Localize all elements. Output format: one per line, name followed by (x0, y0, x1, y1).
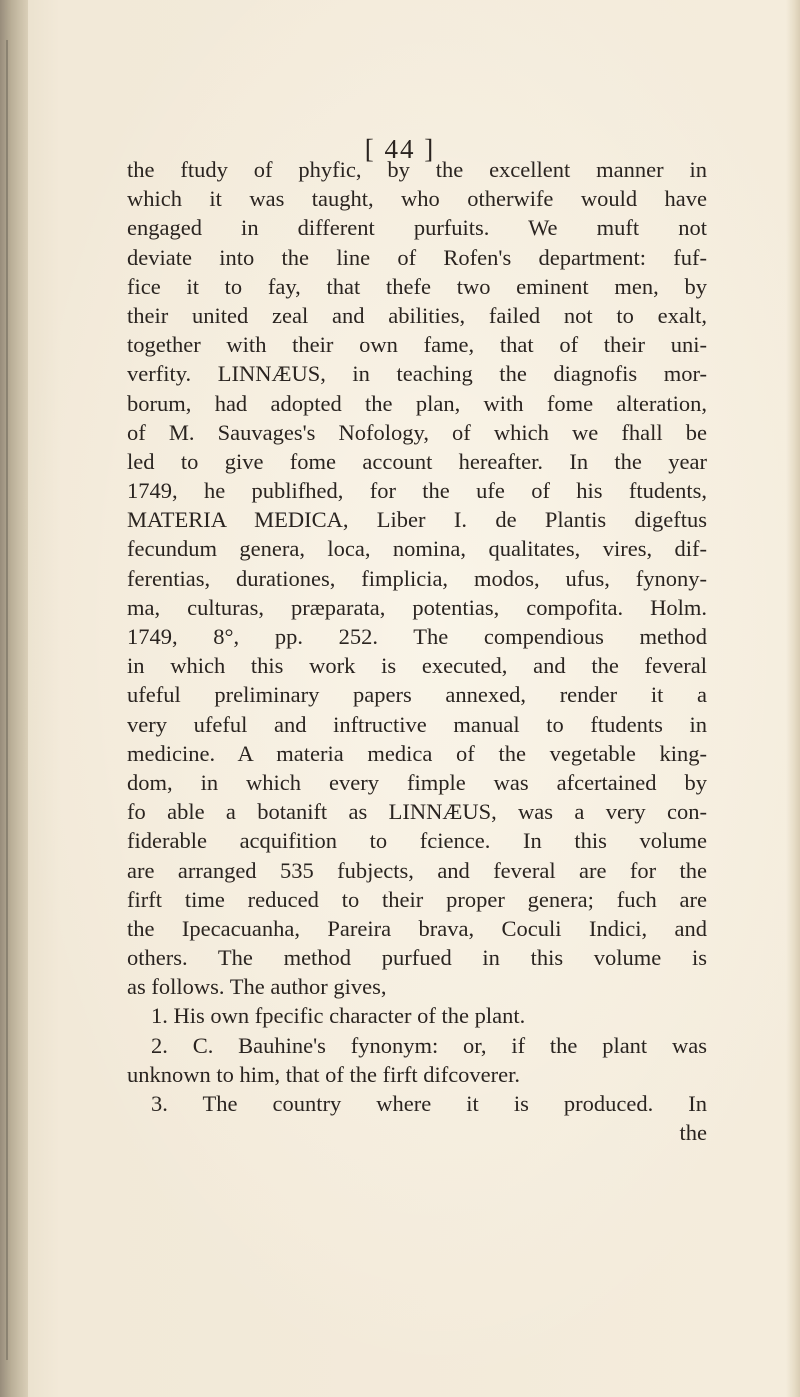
text-line: others. The method purfued in this volume is (127, 945, 707, 971)
text-line: fo able a botanift as LINNÆUS, was a very con- (127, 799, 707, 825)
list-item: 3. The country where it is produced. In (151, 1091, 707, 1116)
text-line: ufeful preliminary papers annexed, render it a (127, 682, 707, 708)
text-line: unknown to him, that of the firft difcoverer. (127, 1061, 521, 1087)
text-line: firft time reduced to their proper genera; fuch are (127, 886, 707, 912)
text-line: in which this work is executed, and the feveral (127, 653, 707, 679)
binding-edge-line (6, 40, 8, 1360)
text-line: the ftudy of phyfic, by the excellent manner in (127, 157, 707, 182)
page-number-header: [ 44 ] (364, 134, 436, 164)
text-line: together with their own fame, that of their uni- (127, 332, 707, 358)
page-right-edge (786, 0, 800, 1397)
text-line: which it was taught, who otherwife would have (127, 186, 707, 212)
text-line: borum, had adopted the plan, with fome alteration, (127, 390, 707, 416)
text-line: ferentias, durationes, fimplicia, modos, ufus, fynony- (127, 565, 707, 591)
text-line: of M. Sauvages's Nofology, of which we fhall be (127, 419, 707, 445)
text-line: are arranged 535 fubjects, and feveral are for the (127, 857, 707, 883)
catchword: the (679, 1120, 707, 1146)
text-line: dom, in which every fimple was afcertained by (127, 769, 707, 795)
list-item: 2. C. Bauhine's fynonym: or, if the plant was (151, 1032, 707, 1058)
text-line: medicine. A materia medica of the vegetable king- (127, 740, 707, 766)
text-line: fice it to fay, that thefe two eminent men, by (127, 273, 707, 299)
list-item: 1. His own fpecific character of the plant. (151, 1003, 526, 1029)
body-text (127, 155, 707, 1147)
text-line: deviate into the line of Rofen's department: fuf- (127, 244, 707, 270)
page-binding (0, 0, 28, 1397)
text-line: fecundum genera, loca, nomina, qualitates, vires, dif- (127, 536, 707, 562)
text-line: the Ipecacuanha, Pareira brava, Coculi Indici, and (127, 915, 707, 941)
text-line: led to give fome account hereafter. In the year (127, 448, 707, 474)
text-line: MATERIA MEDICA, Liber I. de Plantis digeftus (127, 507, 707, 533)
text-line: engaged in different purfuits. We muft not (127, 215, 707, 241)
text-line: ma, culturas, præparata, potentias, compofita. Holm. (127, 594, 707, 620)
text-line: verfity. LINNÆUS, in teaching the diagnofis mor- (127, 361, 707, 387)
text-line: fiderable acquifition to fcience. In this volume (127, 828, 707, 854)
text-line: their united zeal and abilities, failed not to exalt, (127, 302, 707, 328)
text-line: as follows. The author gives, (127, 974, 387, 1000)
text-line: 1749, he publifhed, for the ufe of his ftudents, (127, 478, 707, 504)
text-line: very ufeful and inftructive manual to ftudents in (127, 711, 707, 737)
text-line: 1749, 8°, pp. 252. The compendious method (127, 624, 707, 649)
